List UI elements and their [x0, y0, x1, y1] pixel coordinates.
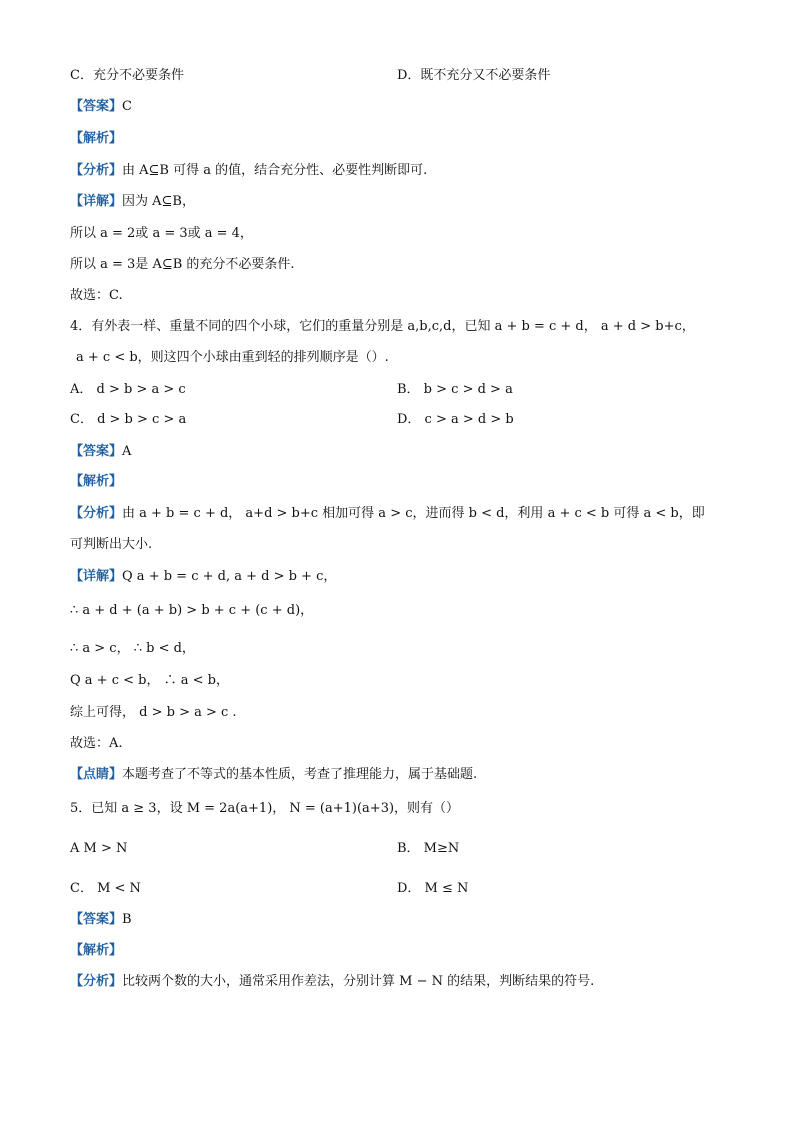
xiangjie-text: Q a + b = c + d, a + d > b + c， — [122, 569, 337, 584]
jiexi-tag: 【解析】 — [70, 943, 123, 958]
xiangjie-line — [70, 568, 336, 586]
fenxi-line — [70, 973, 594, 991]
option-a: A． d > b > a > c — [70, 382, 186, 397]
fenxi-tag: 【分析】 — [70, 163, 123, 178]
xiangjie-tag: 【详解】 — [70, 194, 123, 209]
answer-tag: 【答案】 — [70, 99, 123, 114]
option-b: B． b > c > d > a — [397, 382, 513, 397]
option-c: C． d > b > c > a — [70, 412, 187, 427]
answer-line — [70, 443, 131, 461]
jiexi-tag: 【解析】 — [70, 474, 123, 489]
option-d: D．既不充分又不必要条件 — [397, 68, 551, 83]
fenxi-line — [70, 162, 427, 180]
fenxi-text-cont: 可判断出大小. — [70, 537, 153, 552]
solution-line: Q a + c < b， ∴ a < b， — [70, 673, 229, 688]
answer-line — [70, 98, 132, 116]
answer-tag: 【答案】 — [70, 444, 123, 459]
choice-line: 故选：A. — [70, 736, 123, 751]
option-b: B． M≥N — [397, 841, 460, 856]
fenxi-text: 由 A⊆B 可得 a 的值，结合充分性、必要性判断即可. — [122, 163, 428, 178]
option-a: A M > N — [70, 841, 128, 856]
fenxi-tag: 【分析】 — [70, 506, 123, 521]
jiexi-tag: 【解析】 — [70, 131, 123, 146]
answer-tag: 【答案】 — [70, 912, 123, 927]
option-c: C． M < N — [70, 881, 141, 896]
solution-line: 所以 a = 3是 A⊆B 的充分不必要条件. — [70, 257, 295, 272]
answer-value: B — [122, 912, 132, 927]
option-d: D． c > a > d > b — [397, 412, 514, 427]
dianjing-tag: 【点睛】 — [70, 767, 123, 782]
question-stem: a + c < b，则这四个小球由重到轻的排列顺序是（）. — [76, 350, 389, 365]
choice-line: 故选：C. — [70, 288, 123, 303]
answer-value: C — [122, 99, 132, 114]
question-stem: 5．已知 a ≥ 3，设 M = 2a(a+1)， N = (a+1)(a+3)，则有（） — [70, 801, 460, 816]
fenxi-line — [70, 505, 705, 523]
dianjing-text: 本题考查了不等式的基本性质，考查了推理能力，属于基础题. — [122, 767, 478, 782]
option-c: C．充分不必要条件 — [70, 68, 184, 83]
answer-line — [70, 911, 132, 929]
xiangjie-line — [70, 193, 195, 211]
fenxi-text: 比较两个数的大小，通常采用作差法，分别计算 M − N 的结果，判断结果的符号. — [122, 974, 595, 989]
option-d: D． M ≤ N — [397, 881, 469, 896]
xiangjie-text: 因为 A⊆B， — [122, 194, 195, 209]
solution-line: ∴ a + d + (a + b) > b + c + (c + d)， — [70, 603, 314, 618]
fenxi-tag: 【分析】 — [70, 974, 123, 989]
question-stem: 4．有外表一样、重量不同的四个小球，它们的重量分别是 a,b,c,d，已知 a + b = c + d， a + d > b+c， — [70, 319, 695, 334]
solution-line: 综上可得， d > b > a > c . — [70, 705, 237, 720]
dianjing-line — [70, 766, 477, 784]
xiangjie-tag: 【详解】 — [70, 569, 123, 584]
answer-value: A — [122, 444, 132, 459]
solution-line: 所以 a = 2或 a = 3或 a = 4， — [70, 226, 253, 241]
solution-line: ∴ a > c， ∴ b < d， — [70, 641, 195, 656]
fenxi-text: 由 a + b = c + d， a+d > b+c 相加可得 a > c，进而得 b < d，利用 a + c < b 可得 a < b，即 — [122, 506, 705, 521]
